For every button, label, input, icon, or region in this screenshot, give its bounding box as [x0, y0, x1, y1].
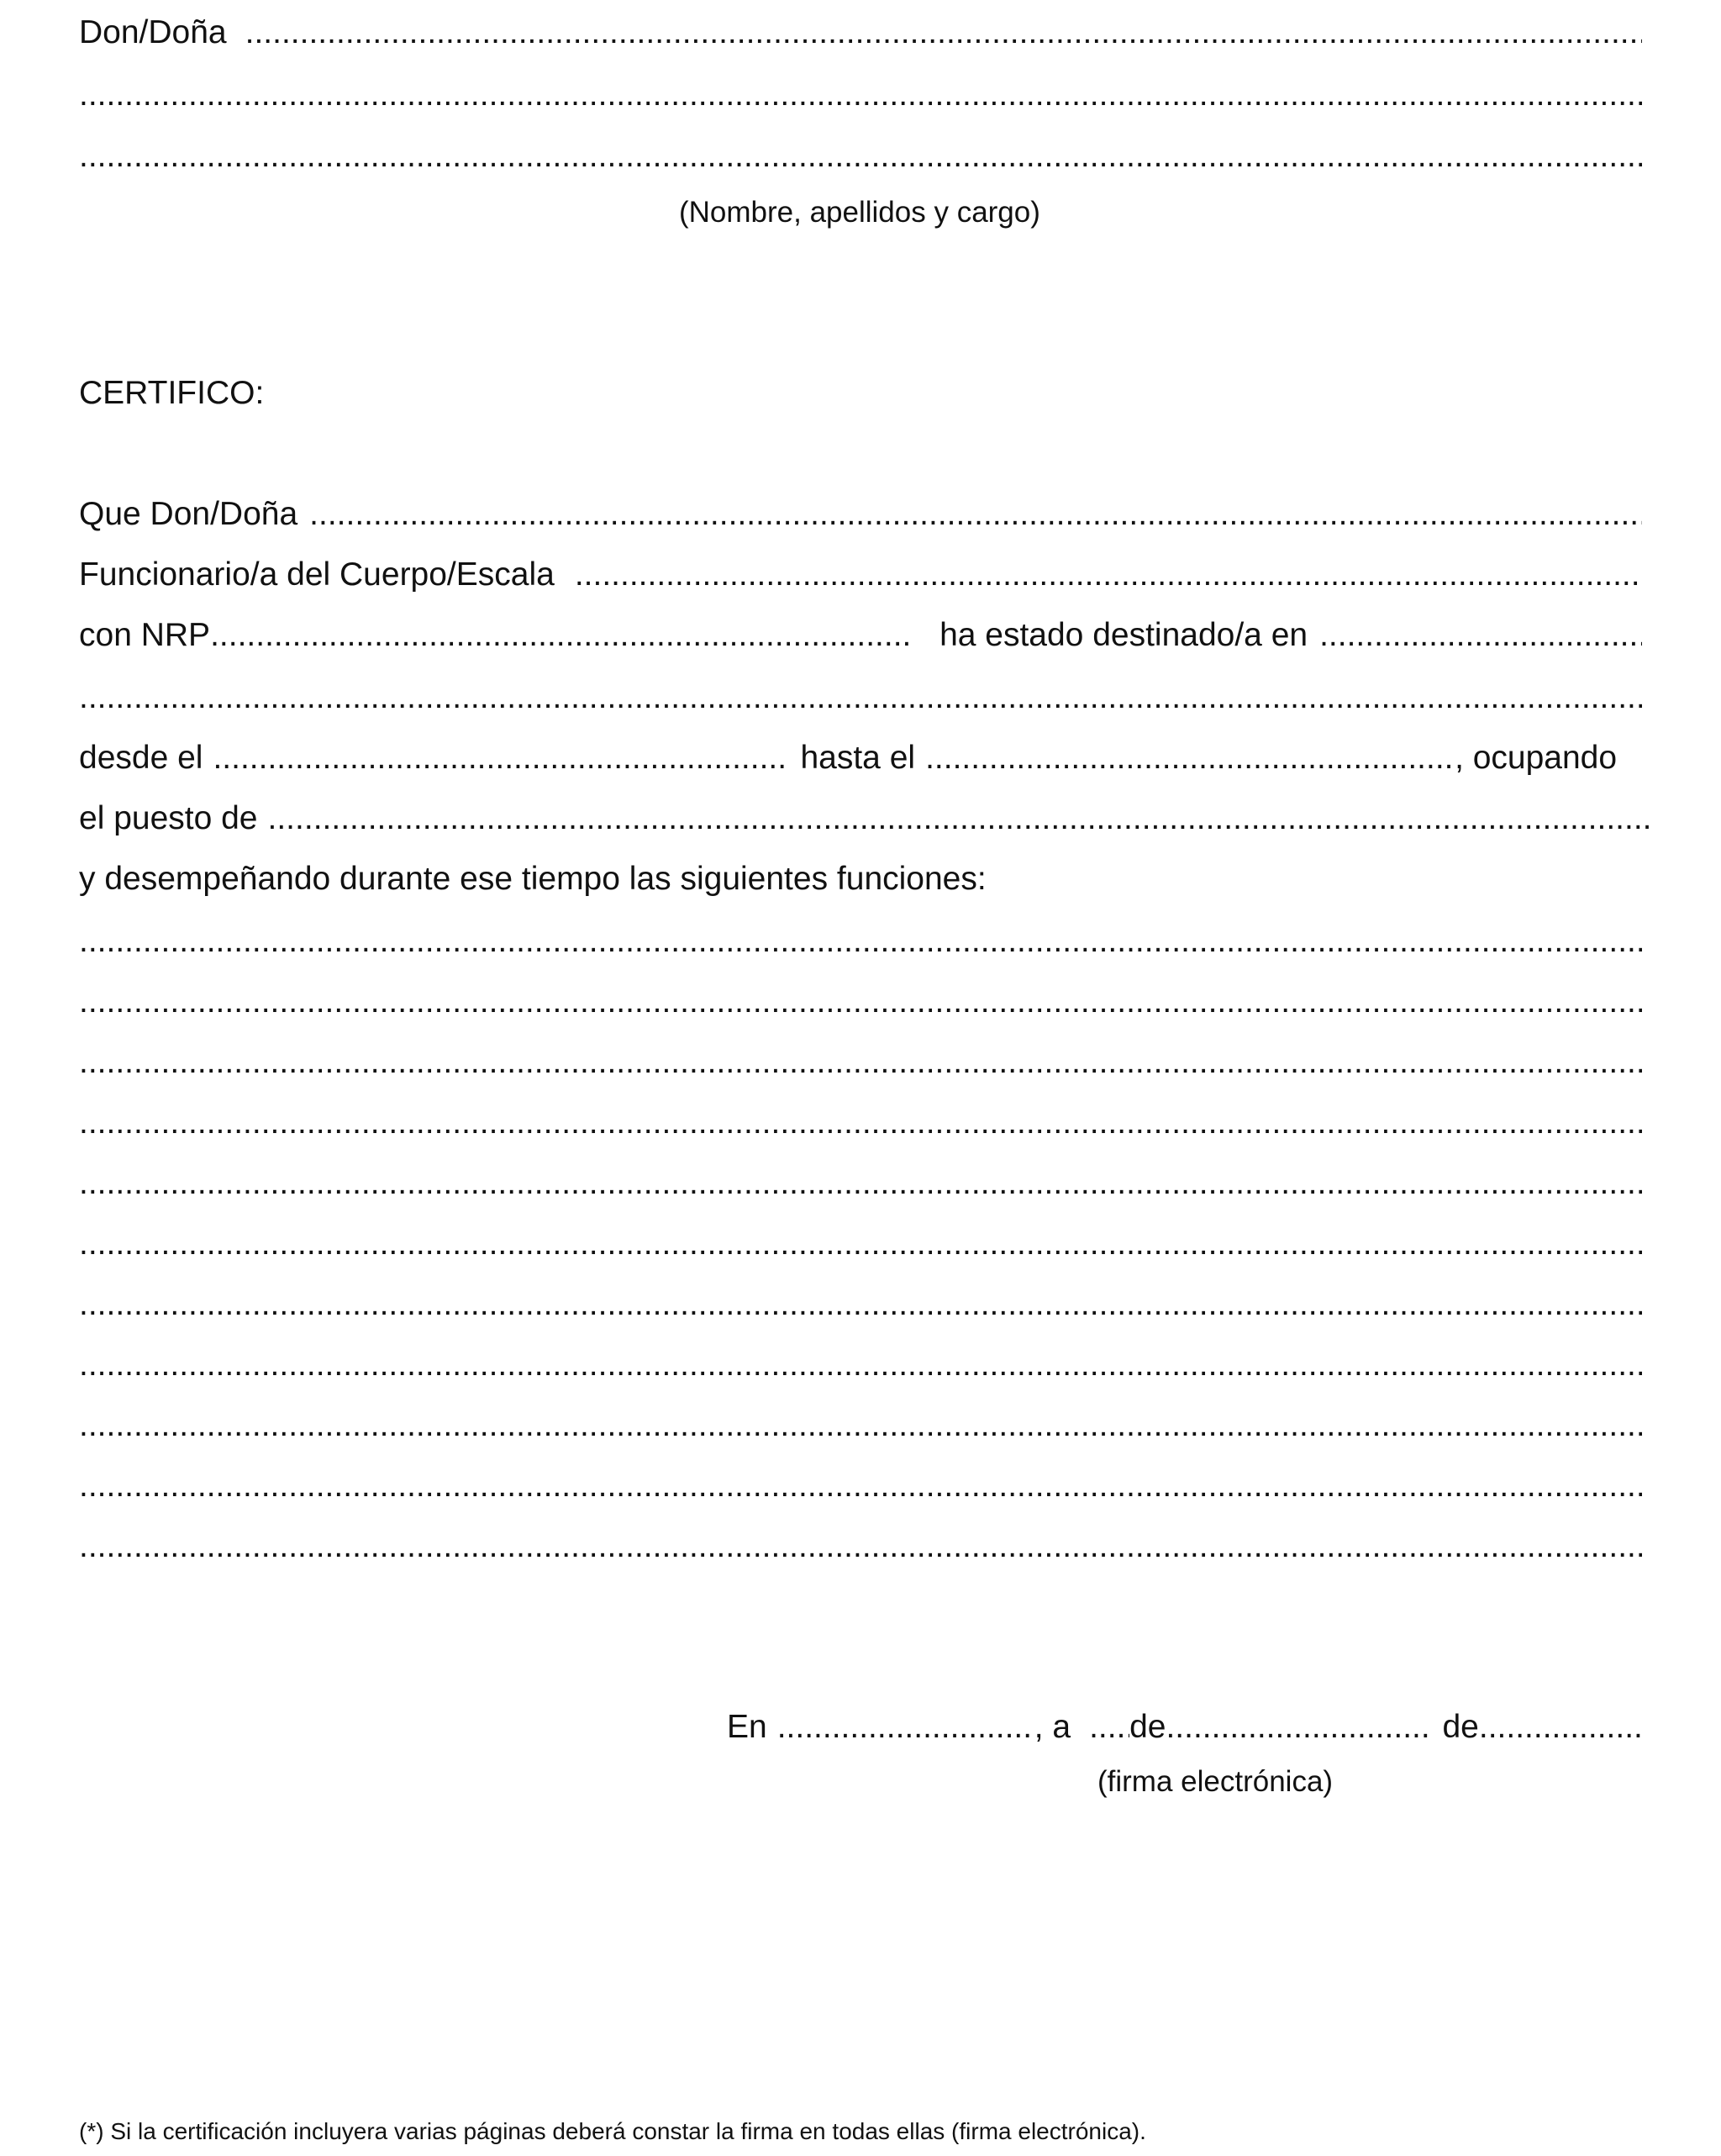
certifico-heading [79, 368, 1642, 419]
mes-field[interactable] [1166, 1702, 1430, 1753]
destino-field[interactable] [1319, 610, 1642, 661]
don-dona-label: Don/Doña [79, 14, 227, 50]
firma-caption: (firma electrónica) [1097, 1765, 1334, 1798]
funciones-field-11[interactable] [79, 1521, 1642, 1572]
a-label: , a [1034, 1709, 1071, 1745]
don-dona-line [79, 8, 1642, 58]
name-line-3 [79, 131, 1642, 182]
funciones-field-3[interactable] [79, 1037, 1642, 1088]
name-field-3[interactable] [79, 131, 1642, 182]
cuerpo-escala-field[interactable] [575, 550, 1642, 600]
desde-field[interactable] [213, 733, 788, 783]
dia-field[interactable] [1089, 1702, 1129, 1753]
funciones-line-5 [79, 1158, 1642, 1209]
puesto-field[interactable] [268, 793, 1649, 844]
funciones-field-9[interactable] [79, 1400, 1642, 1451]
que-don-dona-line [79, 489, 1642, 540]
funciones-line-2 [79, 977, 1642, 1027]
nrp-field[interactable] [210, 610, 909, 661]
funciones-line-7 [79, 1279, 1642, 1330]
funciones-line-9 [79, 1400, 1642, 1451]
name-caption: (Nombre, apellidos y cargo) [679, 196, 1040, 229]
funciones-field-1[interactable] [79, 916, 1642, 967]
funcionario-label: Funcionario/a del Cuerpo/Escala [79, 556, 555, 593]
funcionario-line [79, 550, 1642, 600]
name-field-1[interactable] [245, 8, 1642, 58]
hasta-field[interactable] [925, 733, 1455, 783]
ocupando-label: , ocupando [1455, 740, 1618, 776]
que-don-dona-field[interactable] [309, 489, 1642, 540]
funciones-field-10[interactable] [79, 1461, 1642, 1511]
con-nrp-label: con NRP [79, 617, 211, 653]
destino-field-2[interactable] [79, 672, 1642, 723]
funciones-line-8 [79, 1340, 1642, 1390]
destinado-label: ha estado destinado/a en [939, 617, 1308, 653]
certifico-label: CERTIFICO: [79, 375, 265, 411]
en-label: En [727, 1709, 767, 1745]
anio-field[interactable] [1479, 1702, 1642, 1753]
funciones-field-4[interactable] [79, 1098, 1642, 1148]
lugar-field[interactable] [777, 1702, 1034, 1753]
name-line-2 [79, 70, 1642, 120]
funciones-line-6 [79, 1219, 1642, 1269]
destino-line-2 [79, 672, 1642, 723]
name-field-2[interactable] [79, 70, 1642, 120]
funciones-line-3 [79, 1037, 1642, 1088]
footnote: (*) Si la certificación incluyera varias páginas deberá constar la firma en todas ellas (firma electrónica). [79, 2118, 1146, 2144]
funciones-label: y desempeñando durante ese tiempo las siguientes funciones: [79, 861, 987, 897]
hasta-label: hasta el [800, 740, 916, 776]
funciones-field-7[interactable] [79, 1279, 1642, 1330]
funciones-field-2[interactable] [79, 977, 1642, 1027]
periodo-line [79, 733, 1657, 783]
funciones-field-6[interactable] [79, 1219, 1642, 1269]
funciones-field-5[interactable] [79, 1158, 1642, 1209]
nrp-line [79, 610, 1642, 661]
puesto-label: el puesto de [79, 800, 258, 836]
funciones-line-1 [79, 916, 1642, 967]
de1-label: de [1129, 1709, 1166, 1745]
funciones-line [79, 854, 1642, 904]
desde-label: desde el [79, 740, 203, 776]
puesto-line [79, 793, 1649, 844]
funciones-line-10 [79, 1461, 1642, 1511]
funciones-line-4 [79, 1098, 1642, 1148]
place-date-line [727, 1702, 1642, 1753]
funciones-field-8[interactable] [79, 1340, 1642, 1390]
de2-label: de [1442, 1709, 1479, 1745]
funciones-line-11 [79, 1521, 1642, 1572]
que-don-dona-label: Que Don/Doña [79, 496, 298, 532]
